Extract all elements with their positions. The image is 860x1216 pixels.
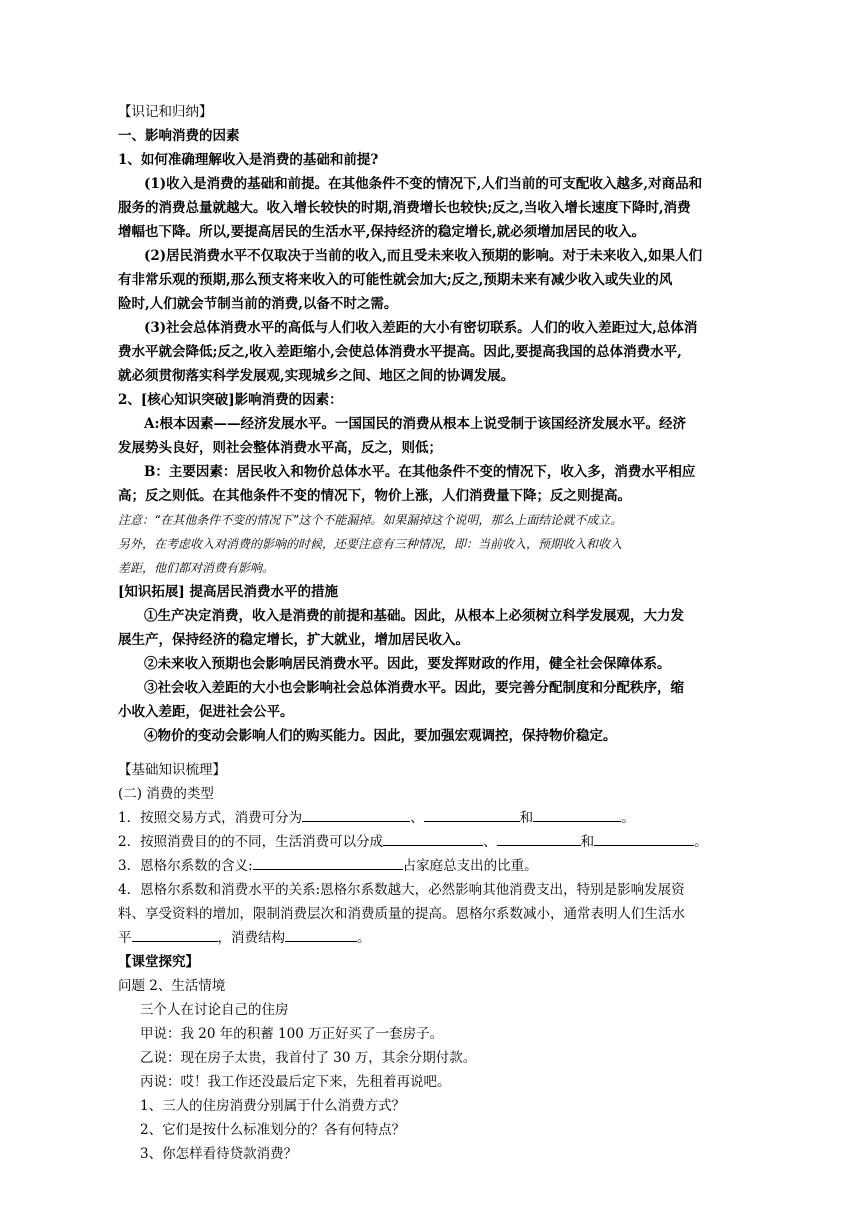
separator: 。 — [357, 930, 371, 946]
problem-2-heading: 问题 2、生活情境 — [118, 978, 226, 994]
fill-item-4-text: 平 — [118, 930, 132, 946]
fill-item-1-text: 1．按照交易方式，消费可分为 — [118, 810, 303, 826]
fill-item-4-text: ，消费结构 — [217, 930, 285, 946]
factor-a-line-1: A:根本因素——经济发展水平。一国国民的消费从根本上说受制于该国经济发展水平。经济 — [144, 416, 686, 432]
separator: 和 — [519, 810, 534, 826]
blank-field[interactable] — [132, 927, 218, 942]
fill-item-2-text: 2．按照消费目的的不同，生活消费可以分成 — [118, 834, 384, 850]
factor-a-line-2: 发展势头良好，则社会整体消费水平高，反之，则低； — [118, 440, 442, 456]
discussion-question-3: 3、你怎样看待贷款消费？ — [140, 1146, 298, 1162]
section-header-basics: 【基础知识梳理】 — [118, 762, 226, 778]
heading-factors: 一、影响消费的因素 — [118, 128, 240, 144]
scenario-intro: 三个人在讨论自己的住房 — [140, 1002, 289, 1018]
question-1: 1、如何准确理解收入是消费的基础和前提? — [118, 152, 379, 168]
heading-consumption-types: (二) 消费的类型 — [118, 786, 214, 802]
speaker-bing: 丙说：哎！我工作还没最后定下来，先租着再说吧。 — [140, 1074, 451, 1090]
measure-1-line-2: 展生产，保持经济的稳定增长，扩大就业，增加居民收入。 — [118, 632, 469, 648]
fill-item-3-suffix: 占家庭总支出的比重。 — [402, 858, 538, 874]
separator: 、 — [410, 810, 424, 826]
blank-field[interactable] — [285, 927, 357, 942]
discussion-question-2: 2、它们是按什么标准划分的？各有何特点？ — [140, 1122, 406, 1138]
measure-4: ④物价的变动会影响人们的购买能力。因此，要加强宏观调控，保持物价稳定。 — [144, 728, 617, 744]
blank-field[interactable] — [302, 807, 410, 822]
section-header-recall: 【识记和归纳】 — [118, 104, 213, 120]
separator: 和 — [580, 834, 595, 850]
speaker-yi: 乙说：现在房子太贵，我首付了 30 万，其余分期付款。 — [140, 1050, 477, 1066]
knowledge-extension-heading: [知识拓展] 提高居民消费水平的措施 — [118, 584, 338, 600]
fill-item-3-text: 3．恩格尔系数的含义: — [118, 858, 253, 874]
para-3-line-1: (3)社会总体消费水平的高低与人们收入差距的大小有密切联系。人们的收入差距过大,总体消 — [144, 320, 698, 336]
measure-2: ②未来收入预期也会影响居民消费水平。因此，要发挥财政的作用，健全社会保障体系。 — [144, 656, 671, 672]
factor-b-line-2: 高；反之则低。在其他条件不变的情况下，物价上涨，人们消费量下降；反之则提高。 — [118, 488, 631, 504]
fill-item-4-line-3 — [118, 926, 760, 950]
para-1-line-3: 增幅也下降。所以,要提高居民的生活水平,保持经济的稳定增长,就必须增加居民的收入。 — [118, 224, 646, 240]
note-line-2: 另外，在考虑收入对消费的影响的时候，还要注意有三种情况，即：当前收入，预期收入和收入 — [118, 537, 623, 551]
fill-item-3 — [118, 854, 760, 878]
speaker-jia: 甲说：我 20 年的积蓄 100 万正好买了一套房子。 — [140, 1026, 444, 1042]
section-header-exploration: 【课堂探究】 — [118, 954, 199, 970]
discussion-question-1: 1、三人的住房消费分别属于什么消费方式？ — [140, 1098, 406, 1114]
note-line-1: 注意：“在其他条件不变的情况下”这个不能漏掉。如果漏掉这个说明，那么上面结论就不成立。 — [118, 513, 623, 527]
fill-item-4-line-2: 料、享受资料的增加，限制消费层次和消费质量的提高。恩格尔系数减小，通常表明人们生活水 — [118, 906, 685, 922]
para-3-line-3: 就必须贯彻落实科学发展观,实现城乡之间、地区之间的协调发展。 — [118, 368, 515, 384]
para-2-line-2: 有非常乐观的预期,那么预支将来收入的可能性就会加大;反之,预期未来有减少收入或失业的风 — [118, 272, 673, 288]
blank-field[interactable] — [533, 807, 621, 822]
measure-3-line-1: ③社会收入差距的大小也会影响社会总体消费水平。因此，要完善分配制度和分配秩序，缩 — [144, 680, 684, 696]
measure-3-line-2: 小收入差距，促进社会公平。 — [118, 704, 294, 720]
document-page — [118, 100, 760, 1166]
separator: 。 — [694, 834, 708, 850]
blank-field[interactable] — [497, 831, 581, 846]
factor-b-line-1: B：主要因素：居民收入和物价总体水平。在其他条件不变的情况下，收入多，消费水平相应 — [144, 464, 696, 480]
fill-item-1 — [118, 806, 760, 830]
separator: 。 — [621, 810, 635, 826]
blank-field[interactable] — [253, 855, 403, 870]
question-2: 2、[核心知识突破]影响消费的因素： — [118, 392, 343, 408]
para-1-text: (1)收入是消费的基础和前提。在其他条件不变的情况下,人们当前的可支配收入越多,对商品和 — [144, 176, 703, 192]
para-1-line-1 — [118, 172, 760, 196]
measure-1-line-1: ①生产决定消费，收入是消费的前提和基础。因此，从根本上必须树立科学发展观，大力发 — [144, 608, 684, 624]
blank-field[interactable] — [383, 831, 483, 846]
para-2-line-1: (2)居民消费水平不仅取决于当前的收入,而且受未来收入预期的影响。对于未来收入,如果人们 — [144, 248, 703, 264]
separator: 、 — [483, 834, 497, 850]
blank-field[interactable] — [594, 831, 694, 846]
blank-field[interactable] — [424, 807, 520, 822]
para-3-line-2: 费水平就会降低;反之,收入差距缩小,会使总体消费水平提高。因此,要提高我国的总体消费水平, — [118, 344, 682, 360]
fill-item-2 — [118, 830, 760, 854]
fill-item-4-line-1: 4．恩格尔系数和消费水平的关系:恩格尔系数越大，必然影响其他消费支出，特别是影响发展资 — [118, 882, 685, 898]
para-1-line-2: 服务的消费总量就越大。收入增长较快的时期,消费增长也较快;反之,当收入增长速度下降时,消费 — [118, 200, 691, 216]
note-line-3: 差距，他们都对消费有影响。 — [118, 561, 275, 575]
para-2-line-3: 险时,人们就会节制当前的消费,以备不时之需。 — [118, 296, 398, 312]
